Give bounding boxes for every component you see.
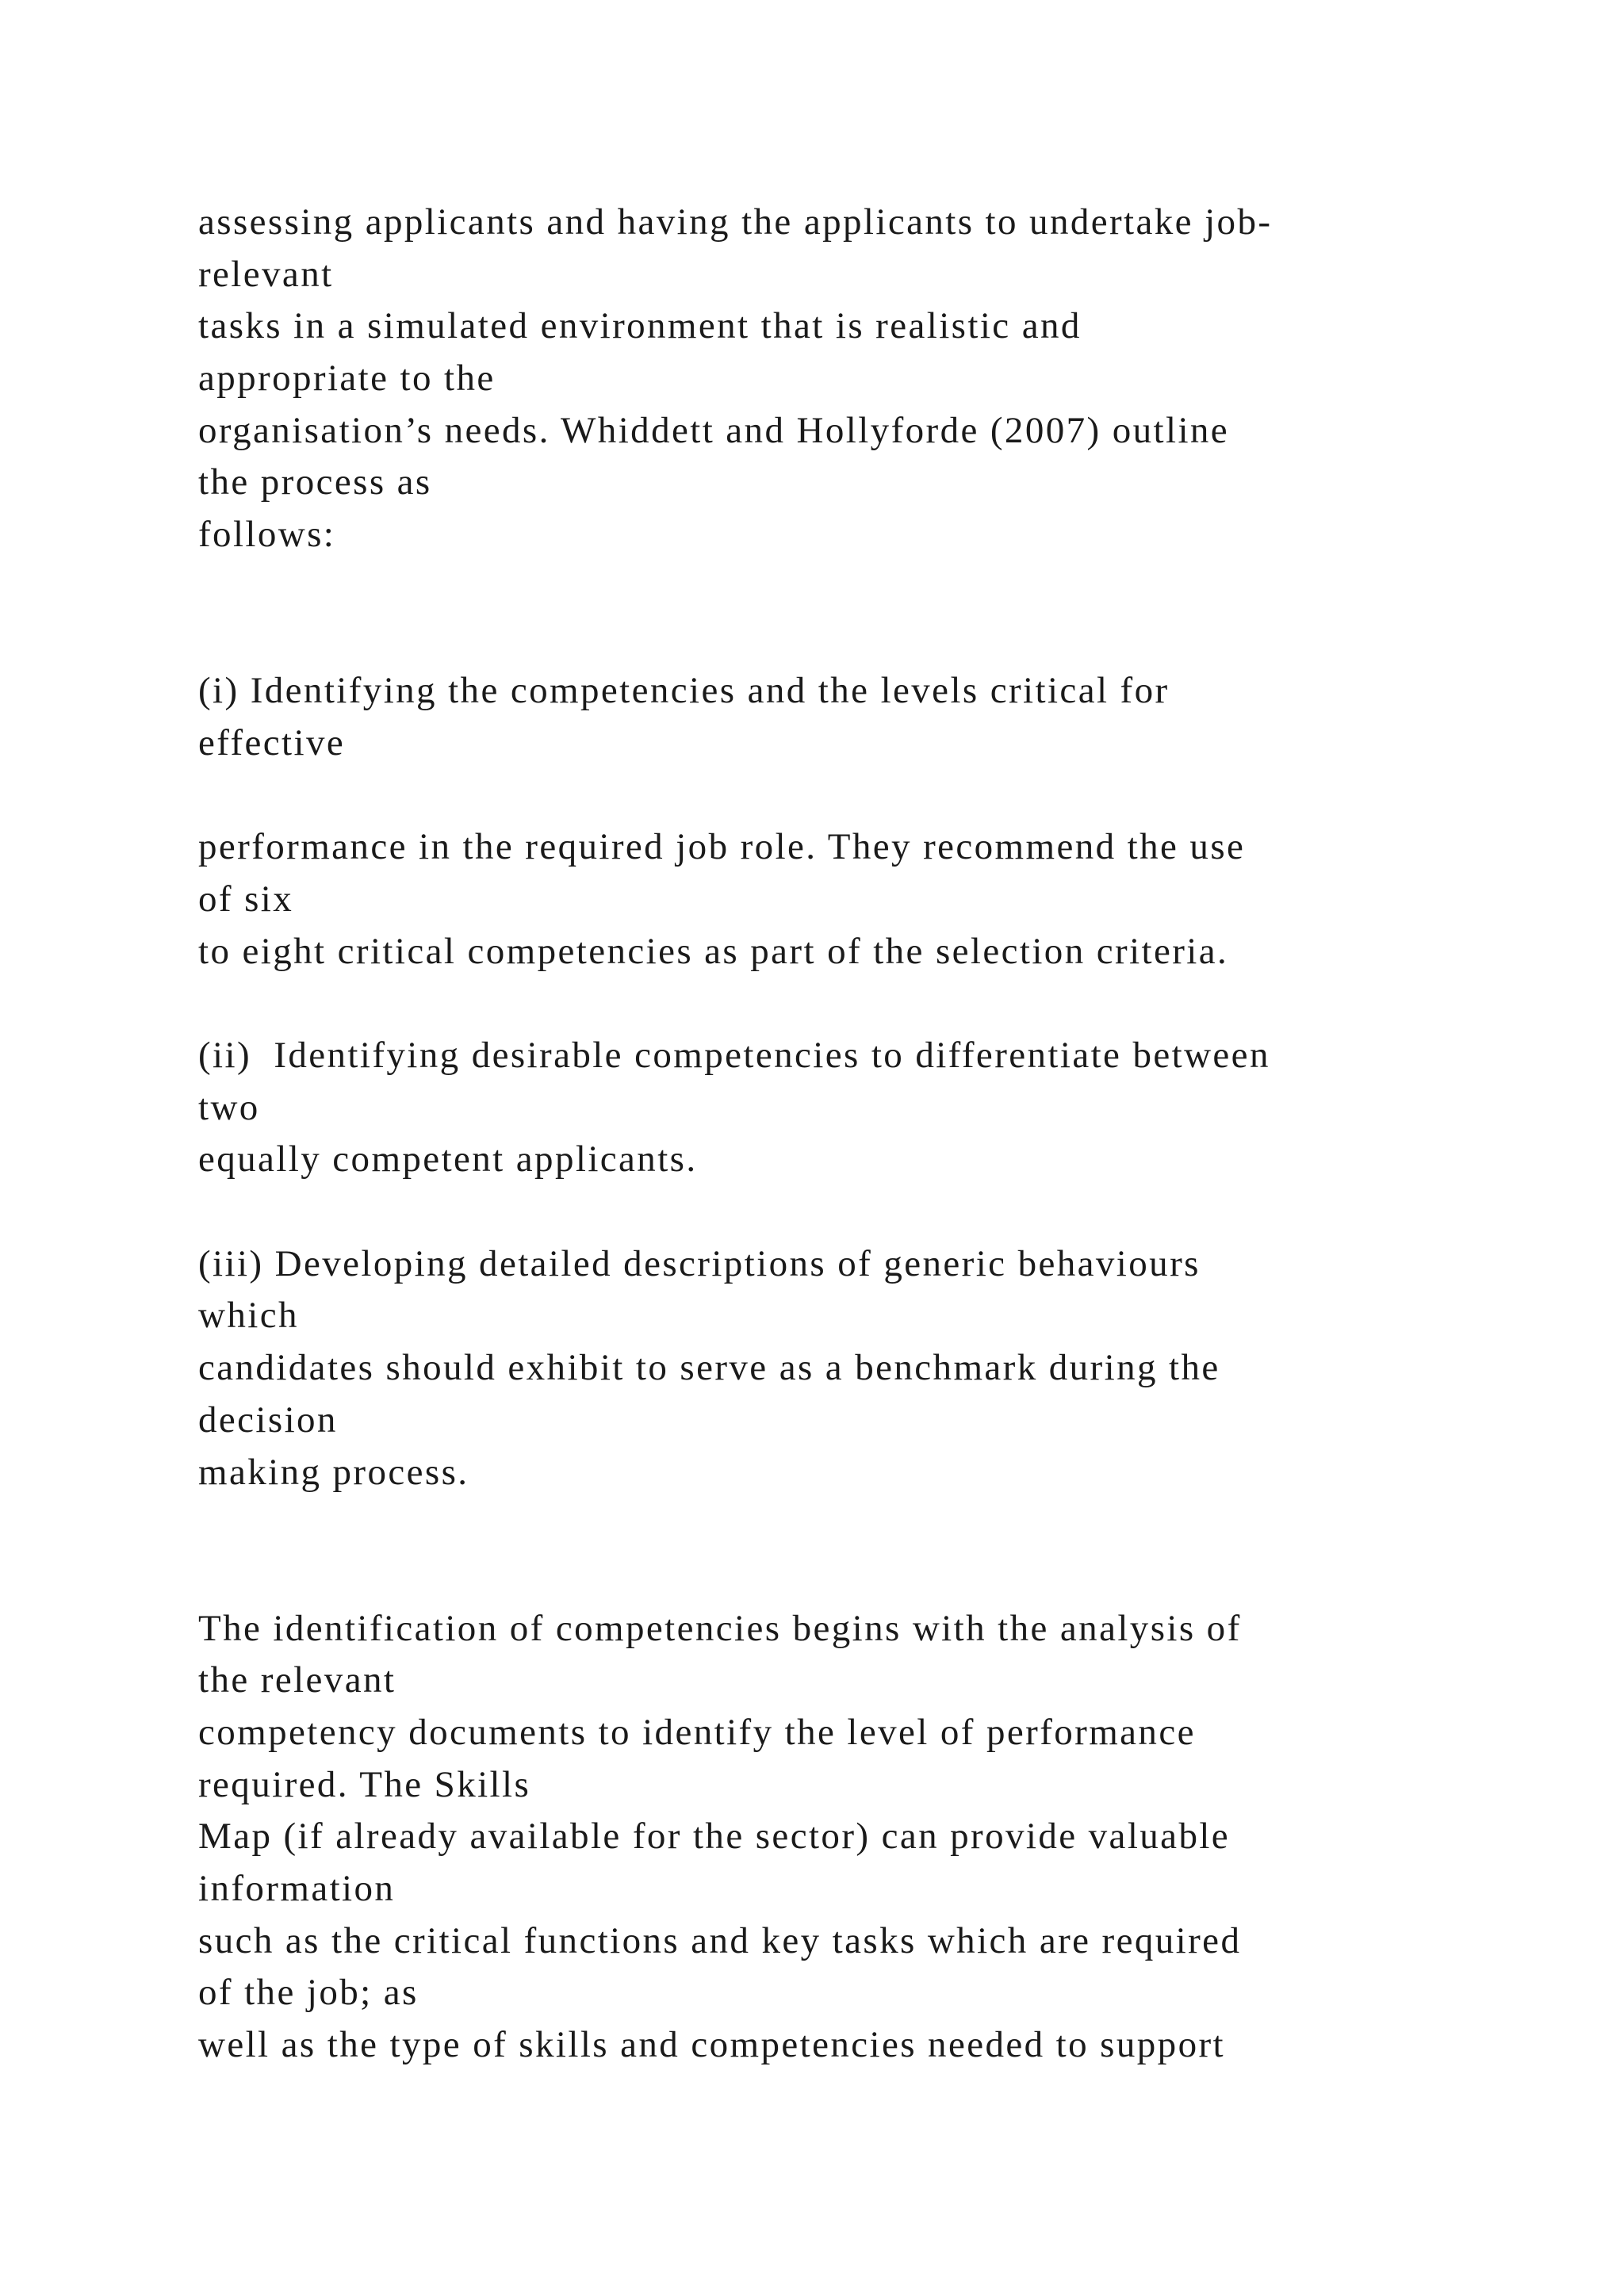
text-line: of the job; as [198, 1972, 419, 2014]
text-line: making process. [198, 1451, 469, 1493]
text-line: Map (if already available for the sector) can provide valuable [198, 1816, 1231, 1858]
text-line: follows: [198, 514, 336, 556]
text-line: (iii) Developing detailed descriptions of generic behaviours [198, 1242, 1201, 1284]
text-line: relevant [198, 253, 334, 295]
text-line: tasks in a simulated environment that is realistic and [198, 305, 1082, 347]
text-line: The identification of competencies begins with the analysis of [198, 1607, 1242, 1649]
text-line: candidates should exhibit to serve as a benchmark during the [198, 1347, 1220, 1389]
blank-line [198, 561, 1546, 614]
blank-line [198, 614, 1546, 666]
text-line: effective [198, 721, 346, 763]
text-line: the process as [198, 461, 432, 503]
text-line: the relevant [198, 1659, 396, 1701]
text-line: (ii) Identifying desirable competencies to differentiate between [198, 1035, 1270, 1076]
blank-line [198, 770, 1546, 822]
blank-line [198, 1498, 1546, 1551]
text-line: (i) Identifying the competencies and the levels critical for [198, 670, 1170, 712]
text-line: which [198, 1295, 299, 1337]
text-line: such as the critical functions and key tasks which are required [198, 1919, 1242, 1961]
text-line: of six [198, 878, 294, 920]
text-line: required. The Skills [198, 1763, 531, 1805]
text-line: competency documents to identify the level of performance [198, 1711, 1196, 1753]
text-line: decision [198, 1399, 338, 1441]
text-line: performance in the required job role. They recommend the use [198, 826, 1246, 868]
blank-line [198, 1551, 1546, 1603]
blank-line [198, 978, 1546, 1030]
text-line: appropriate to the [198, 358, 496, 400]
text-line: assessing applicants and having the applicants to undertake job- [198, 201, 1273, 243]
text-line: organisation’s needs. Whiddett and Hollyforde (2007) outline [198, 409, 1230, 451]
text-line: well as the type of skills and competencies needed to support [198, 2024, 1225, 2066]
text-line: to eight critical competencies as part of the selection criteria. [198, 930, 1229, 972]
text-line: two [198, 1086, 260, 1128]
text-line: information [198, 1868, 396, 1909]
text-line: equally competent applicants. [198, 1138, 698, 1181]
document-body-text [198, 197, 1546, 2072]
blank-line [198, 1186, 1546, 1238]
